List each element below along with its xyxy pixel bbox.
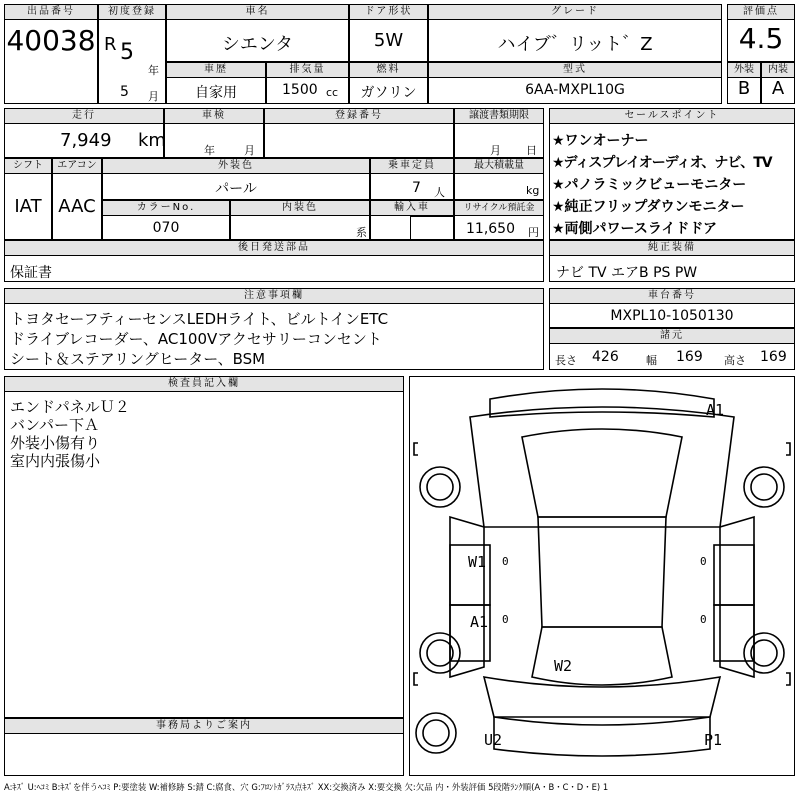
later-parts-label: 後日発送部品 [4,240,544,256]
inspection-label: 車検 [164,108,264,124]
grade-label: グレード [428,4,722,20]
spare-wheel [416,713,456,753]
era: R [104,34,117,55]
width-label: 幅 [646,354,657,367]
notes-label: 注意事項欄 [4,288,544,304]
grade: ハイブ゛リット゛Z [497,34,653,55]
rear-right-wheel-inner [751,640,777,666]
transfer-label: 譲渡書類期限 [454,108,544,124]
mileage-label: 走行 [4,108,164,124]
lot-no: 40038 [6,24,96,57]
sales-point-5: ★両側パワースライドドア [552,221,718,237]
chassis-no: MXPL10-1050130 [610,308,734,324]
displacement-label: 排気量 [266,62,349,78]
insp-month-unit: 月 [244,144,255,157]
rating-label: 評価点 [727,4,795,20]
color: パール [215,181,257,197]
first-reg-label: 初度登録 [98,4,166,20]
seats-unit: 人 [434,186,445,199]
fuel-label: 燃料 [349,62,428,78]
lot-no-label: 出品番号 [4,4,98,20]
color-no: 070 [152,220,180,236]
bracket-right-rear [786,673,790,685]
rear-window [532,627,672,685]
sales-point-4: ★純正フリップダウンモニター [552,199,745,215]
roof [538,517,666,627]
notes-line-1: トヨタセーフティーセンスLEDHライト、ビルトインETC [10,310,389,328]
mileage-unit: km [138,130,166,151]
car-diagram [409,376,795,776]
inspector-line-3: 外装小傷有り [10,434,101,452]
hood-outline [470,407,734,527]
bracket-left-front [414,443,418,455]
mileage: 7,949 [60,130,112,151]
color-label: 外装色 [102,158,370,174]
bracket-right-front [786,443,790,455]
transfer-month-unit: 月 [490,144,501,157]
specs-label: 諸元 [549,328,795,344]
sales-point-3: ★パノラミックビューモニター [552,177,747,193]
mark-left-mid: A1 [470,613,489,631]
mark-zero-2: 0 [700,555,707,568]
reg-no-label: 登録番号 [264,108,454,124]
int-color-label: 内装色 [230,200,370,216]
seats: 7 [412,180,421,196]
front-left-wheel [420,467,460,507]
bracket-left-rear [414,673,418,685]
later-parts: 保証書 [10,265,52,281]
ac-label: エアコン [52,158,102,174]
mark-left-top: W1 [468,553,487,571]
office-label: 事務局よりご案内 [4,718,404,734]
genuine-equipment: ナビ TV エアB PS PW [556,265,698,281]
history: 自家用 [195,85,237,101]
exterior-grade: B [737,78,751,99]
inspector-line-1: エンドパネルＵ２ [10,398,130,416]
rating: 4.5 [738,22,784,55]
shift: IAT [14,196,42,217]
displacement-unit: cc [326,86,339,99]
rear-bumper [494,717,710,756]
rear-left-wheel-inner [427,640,453,666]
car-diagram-svg [410,377,794,775]
transfer-day-unit: 日 [526,144,537,157]
insp-year-unit: 年 [204,144,215,157]
load-label: 最大積載量 [454,158,544,174]
import-label: 輸入車 [370,200,454,216]
mark-rear-left: U2 [484,731,503,749]
car-name: シエンタ [221,34,294,55]
inspector-label: 検査員記入欄 [4,376,404,392]
model: 6AA-MXPL10G [525,82,625,98]
import-sub-cell [410,216,454,240]
load-unit: kg [526,184,540,197]
month-unit: 月 [148,90,159,103]
width: 169 [676,349,703,365]
chassis-label: 車台番号 [549,288,795,304]
front-right-wheel-inner [751,474,777,500]
windshield [522,429,682,517]
recycle: 11,650 [466,221,515,237]
inspector-line-2: バンパー下Ａ [10,416,99,434]
mark-front-right: A1 [706,401,725,419]
height-label: 高さ [724,354,746,367]
mark-rear-right: P1 [704,731,723,749]
door-type: 5W [373,30,404,51]
mark-zero-1: 0 [502,555,509,568]
door-label: ドア形状 [349,4,428,20]
notes-line-2: ドライブレコーダー、AC100Vアクセサリーコンセント [10,330,382,348]
height: 169 [760,349,787,365]
fuel: ガソリン [360,85,417,101]
inspector-line-4: 室内内張傷小 [10,452,101,470]
recycle-label: リサイクル預託金 [454,200,544,216]
year-unit: 年 [148,64,159,77]
sales-point-1: ★ワンオーナー [552,133,649,149]
color-no-label: カラーNo. [102,200,230,216]
left-side [450,517,487,677]
mark-zero-4: 0 [700,613,707,626]
sales-points-label: セールスポイント [549,108,795,124]
int-color-unit: 系 [356,226,367,239]
rear-right-wheel [744,633,784,673]
recycle-unit: 円 [528,226,539,239]
interior-grade: A [771,78,785,99]
front-bumper [490,389,714,417]
ac: AAC [58,196,96,217]
car-name-label: 車名 [166,4,349,20]
mark-zero-3: 0 [502,613,509,626]
interior-label: 内装 [761,62,795,78]
length: 426 [592,349,619,365]
right-side [720,517,754,677]
notes-line-3: シート＆ステアリングヒーター、BSM [10,350,266,368]
sales-point-2: ★ディスプレイオーディオ、ナビ、TV [552,155,772,171]
shift-label: シフト [4,158,52,174]
displacement: 1500 [282,82,318,98]
exterior-label: 外装 [727,62,761,78]
genuine-label: 純正装備 [549,240,795,256]
front-right-wheel [744,467,784,507]
history-label: 車歴 [166,62,266,78]
legend: A:ｷｽﾞ U:ﾍｺﾐ B:ｷｽﾞを伴うﾍｺﾐ P:要塗装 W:補修跡 S:錆 C:腐食、穴 G:ﾌﾛﾝﾄｶﾞﾗｽ点ｷｽﾞ XX:交換済み X:要交換 欠:欠品 内・外装評価 5段階ﾗﾝｸ順(A・B・C・D・E) 1 [4,782,609,792]
reg-no-cell [264,108,454,158]
model-label: 型式 [428,62,722,78]
mark-rear-center: W2 [554,657,573,675]
reg-year: 5 [120,40,134,65]
spare-wheel-inner [423,720,449,746]
seats-label: 乗車定員 [370,158,454,174]
reg-month: 5 [120,84,129,100]
front-left-wheel-inner [427,474,453,500]
rear-left-wheel [420,633,460,673]
length-label: 長さ [555,354,577,367]
